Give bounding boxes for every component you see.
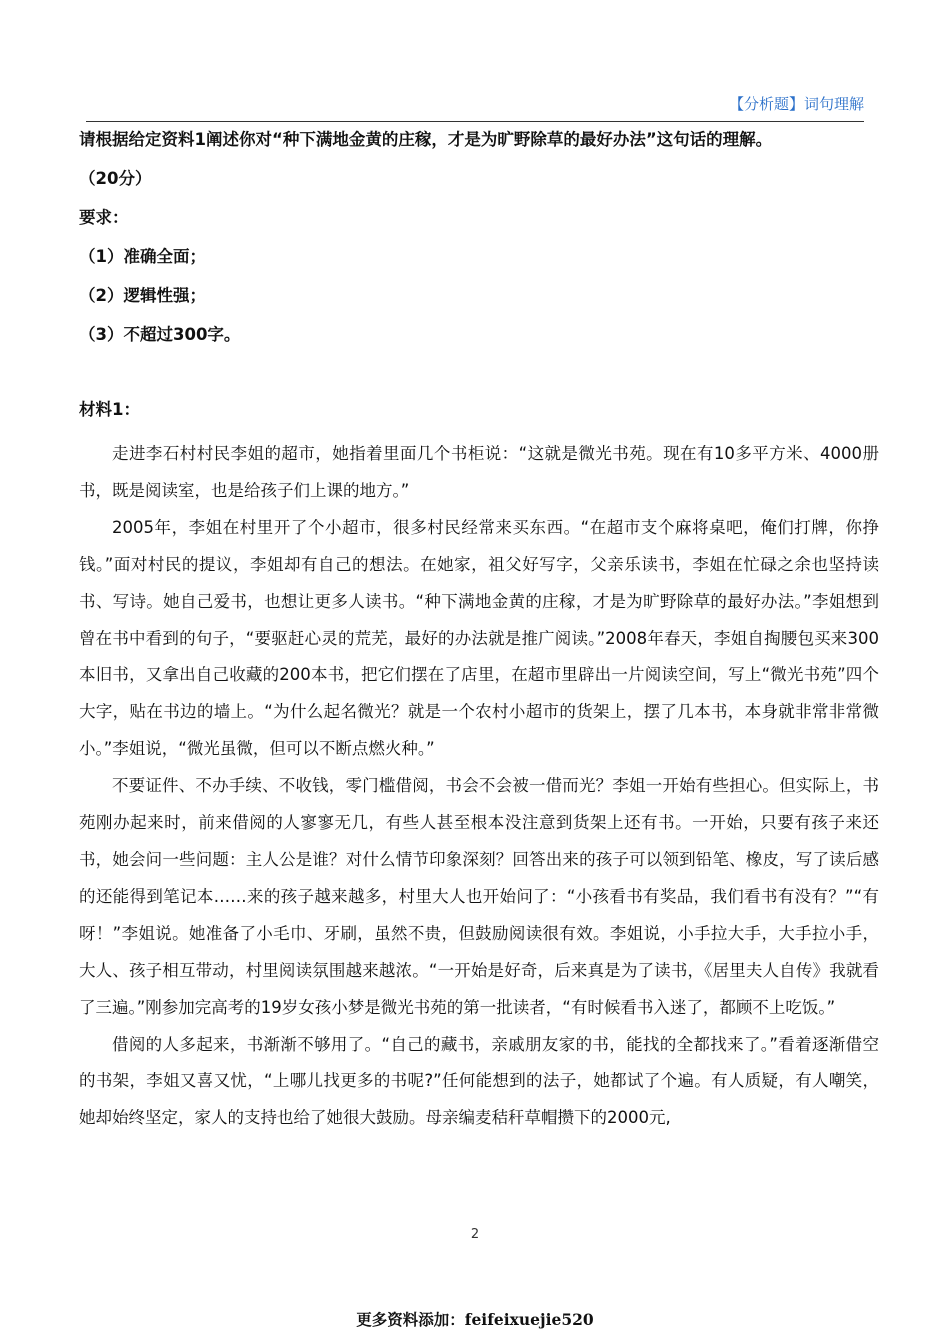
requirement-1: （1）准确全面；: [79, 247, 206, 266]
material-title: 材料1：: [79, 400, 140, 419]
question-score: （20分）: [79, 169, 152, 188]
requirement-2: （2）逻辑性强；: [79, 286, 206, 305]
question-prompt: 请根据给定资料1阐述你对“种下满地金黄的庄稼，才是为旷野除草的最好办法”这句话的理解。: [79, 130, 773, 149]
question-block: [79, 127, 879, 361]
material-paragraph-2: 2005年，李姐在村里开了个小超市，很多村民经常来买东西。“在超市支个麻将桌吧，俺们打牌，你挣钱。”面对村民的提议，李姐却有自己的想法。在她家，祖父好写字，父亲乐读书，李姐在忙碌之余也坚持读书、写诗。她自己爱书，也想让更多人读书。“种下满地金黄的庄稼，才是为旷野除草的最好办法。”李姐想到曾在书中看到的句子，“要驱赶心灵的荒芜，最好的办法就是推广阅读。”2008年春天，李姐自掏腰包买来300本旧书，又拿出自己收藏的200本书，把它们摆在了店里，在超市里辟出一片阅读空间，写上“微光书苑”四个大字，贴在书边的墙上。“为什么起名微光？就是一个农村小超市的货架上，摆了几本书，本身就非常非常微小。”李姐说，“微光虽微，但可以不断点燃火种。”: [79, 517, 879, 759]
material-paragraph-4: 借阅的人多起来，书渐渐不够用了。“自己的藏书，亲戚朋友家的书，能找的全都找来了。”看着逐渐借空的书架，李姐又喜又忧，“上哪儿找更多的书呢?”任何能想到的法子，她都试了个遍。有人质疑，有人嘲笑，她却始终坚定，家人的支持也给了她很大鼓励。母亲编麦秸秆草帽攒下的2000元,: [79, 1034, 879, 1128]
header-divider: [86, 121, 864, 122]
material-paragraph-1: 走进李石村村民李姐的超市，她指着里面几个书柜说：“这就是微光书苑。现在有10多平方米、4000册书，既是阅读室，也是给孩子们上课的地方。”: [79, 444, 879, 500]
header-tag: 【分析题】词句理解: [728, 95, 864, 113]
material-block: [79, 400, 879, 1137]
requirements-title: 要求：: [79, 208, 129, 227]
footer-note: 更多资料添加：feifeixuejie520: [356, 1310, 594, 1329]
material-paragraph-3: 不要证件、不办手续、不收钱，零门槛借阅，书会不会被一借而光？李姐一开始有些担心。但实际上，书苑刚办起来时，前来借阅的人寥寥无几，有些人甚至根本没注意到货架上还有书。一开始，只要有孩子来还书，她会问一些问题：主人公是谁？对什么情节印象深刻？回答出来的孩子可以领到铅笔、橡皮，写了读后感的还能得到笔记本……来的孩子越来越多，村里大人也开始问了：“小孩看书有奖品，我们看书有没有？”“有呀！”李姐说。她准备了小毛巾、牙刷，虽然不贵，但鼓励阅读很有效。李姐说，小手拉大手，大手拉小手，大人、孩子相互带动，村里阅读氛围越来越浓。“一开始是好奇，后来真是为了读书，《居里夫人自传》我就看了三遍。”刚参加完高考的19岁女孩小梦是微光书苑的第一批读者，“有时候看书入迷了，都顾不上吃饭。”: [79, 776, 879, 1017]
page-number: 2: [470, 1227, 480, 1242]
requirement-3: （3）不超过300字。: [79, 325, 241, 344]
